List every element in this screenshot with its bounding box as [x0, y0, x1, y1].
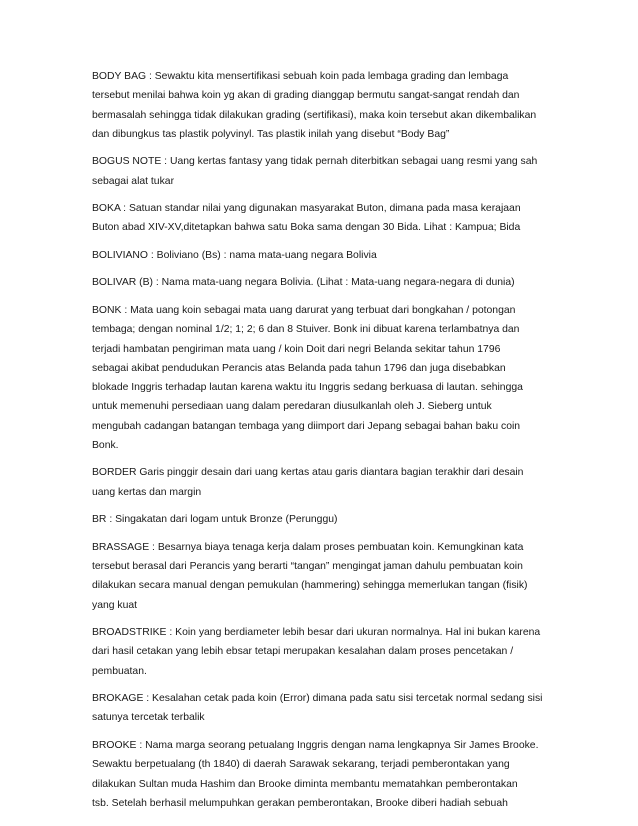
text-line: satunya tercetak terbalik — [92, 712, 205, 724]
text-line: Buton abad XIV-XV,ditetapkan bahwa satu Boka sama dengan 30 Bida. Lihat : Kampua; Bida — [92, 222, 521, 234]
glossary-entry — [92, 463, 550, 502]
glossary-entry — [92, 510, 550, 529]
text-line: Bonk. — [92, 439, 119, 451]
glossary-entry — [92, 67, 550, 144]
glossary-entry — [92, 152, 550, 191]
text-line: sebagai akibat pendudukan Perancis atas Belanda pada tahun 1796 dan juga disebabkan — [92, 362, 506, 374]
text-line: uang kertas dan margin — [92, 486, 202, 498]
text-line: dilakukan Sultan muda Hashim dan Brooke diminta membantu mematahkan pemberontakan — [92, 778, 518, 790]
text-line: blokade Inggris terhadap lautan karena waktu itu Inggris sedang berkuasa di lautan. sehingga — [92, 382, 523, 394]
text-line: BORDER Garis pinggir desain dari uang kertas atau garis diantara bagian terakhir dari desain — [92, 467, 524, 479]
text-line: BOLIVAR (B) : Nama mata-uang negara Bolivia. (Lihat : Mata-uang negara-negara di dunia) — [92, 277, 515, 289]
text-line: BR : Singakatan dari logam untuk Bronze (Perunggu) — [92, 514, 338, 526]
glossary-entry — [92, 246, 550, 265]
glossary-entry — [92, 736, 550, 813]
glossary-entry — [92, 273, 550, 292]
text-line: terjadi hambatan pengiriman mata uang / koin Doit dari negri Belanda sekitar tahun 1796 — [92, 343, 501, 355]
text-line: tembaga; dengan nominal 1/2; 1; 2; 6 dan 8 Stuiver. Bonk ini dibuat karena terlambatnya dan — [92, 324, 520, 336]
text-line: dari hasil cetakan yang lebih ebsar tetapi merupakan kesalahan dalam proses pencetakan / — [92, 646, 514, 658]
text-line: bermasalah sehingga tidak dilakukan grading (sertifikasi), maka koin tersebut akan dikembalikan — [92, 109, 537, 121]
text-line: BOLIVIANO : Boliviano (Bs) : nama mata-uang negara Bolivia — [92, 249, 377, 261]
text-line: BONK : Mata uang koin sebagai mata uang darurat yang terbuat dari bongkahan / potongan — [92, 304, 516, 316]
text-line: BROADSTRIKE : Koin yang berdiameter lebih besar dari ukuran normalnya. Hal ini bukan karena — [92, 627, 541, 639]
text-line: dan dibungkus tas plastik polyvinyl. Tas plastik inilah yang disebut “Body Bag” — [92, 128, 450, 140]
glossary-entry — [92, 199, 550, 238]
text-line: Sewaktu berpetualang (th 1840) di daerah Sarawak sekarang, terjadi pemberontakan yang — [92, 759, 510, 771]
text-line: tersebut berasal dari Perancis yang berarti “tangan” mengingat jaman dahulu pembuatan koin — [92, 561, 523, 573]
glossary-entry — [92, 689, 550, 728]
text-line: untuk memenuhi persediaan uang dalam peredaran diusulkanlah oleh J. Sieberg untuk — [92, 401, 492, 413]
text-line: mengubah cadangan batangan tembaga yang diimport dari Jepang sebagai bahan baku coin — [92, 420, 521, 432]
text-line: pembuatan. — [92, 665, 147, 677]
text-line: sebagai alat tukar — [92, 175, 175, 187]
text-line: dilakukan secara manual dengan pemukulan (hammering) sehingga memerlukan tangan (fisik) — [92, 580, 528, 592]
glossary-entry — [92, 623, 550, 681]
text-line: yang kuat — [92, 599, 138, 611]
glossary-entry — [92, 301, 550, 455]
text-line: BODY BAG : Sewaktu kita mensertifikasi sebuah koin pada lembaga grading dan lembaga — [92, 71, 509, 82]
document-body — [92, 67, 550, 821]
text-line: BROOKE : Nama marga seorang petualang Inggris dengan nama lengkapnya Sir James Brooke. — [92, 739, 539, 751]
text-line: BOKA : Satuan standar nilai yang digunakan masyarakat Buton, dimana pada masa kerajaan — [92, 203, 521, 215]
text-line: tersebut menilai bahwa koin yg akan di grading dianggap bermutu sangat-sangat rendah dan — [92, 90, 520, 102]
text-line: BRASSAGE : Besarnya biaya tenaga kerja dalam proses pembuatan koin. Kemungkinan kata — [92, 541, 524, 553]
text-line: BROKAGE : Kesalahan cetak pada koin (Error) dimana pada satu sisi tercetak normal sedang sisi — [92, 693, 543, 705]
text-line: tsb. Setelah berhasil melumpuhkan gerakan pemberontakan, Brooke diberi hadiah sebuah — [92, 797, 508, 809]
glossary-entry — [92, 538, 550, 615]
text-line: BOGUS NOTE : Uang kertas fantasy yang tidak pernah diterbitkan sebagai uang resmi yang sah — [92, 156, 538, 168]
